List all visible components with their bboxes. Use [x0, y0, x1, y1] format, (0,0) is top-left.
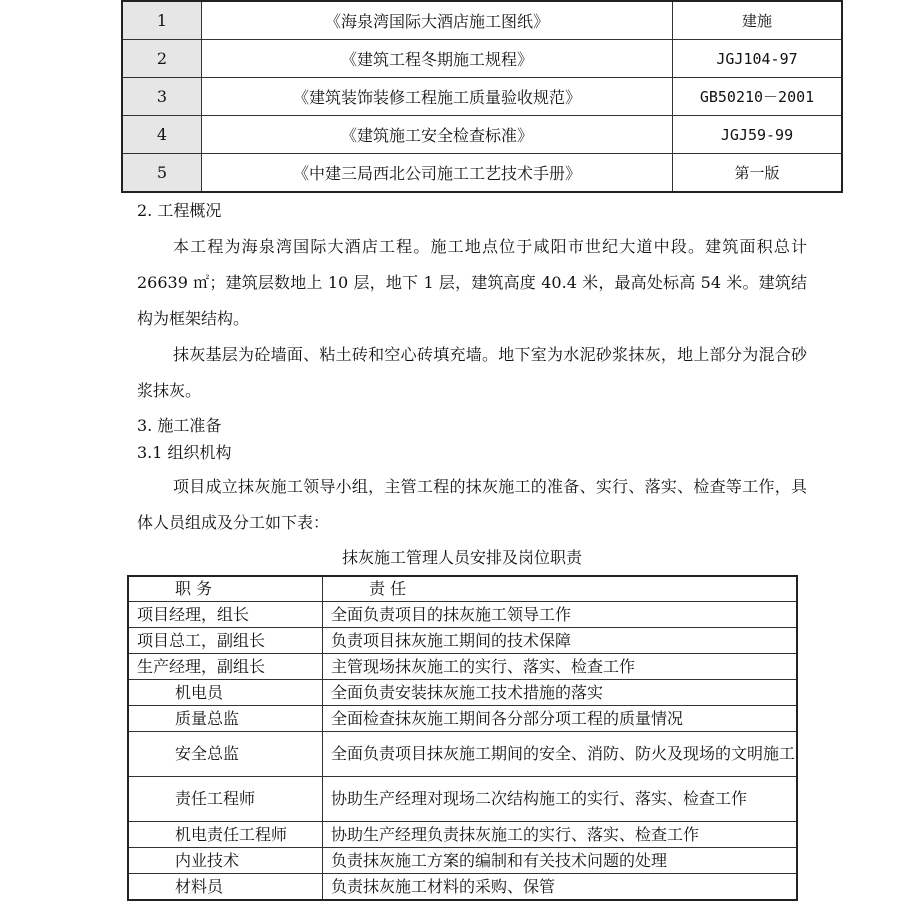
ref-code: 第一版: [673, 154, 843, 193]
role-cell: 质量总监: [128, 706, 323, 732]
organization-paragraph: 项目成立抹灰施工领导小组，主管工程的抹灰施工的准备、实行、落实、检查等工作，具体人员组成及分工如下表：: [137, 477, 807, 532]
column-header-role: 职 务: [128, 576, 323, 602]
role-cell: 材料员: [128, 874, 323, 901]
subsection-heading-organization: 3.1 组织机构: [137, 443, 232, 462]
table-row: [122, 154, 842, 193]
role-cell: 机电责任工程师: [128, 822, 323, 848]
role-cell: 生产经理，副组长: [128, 654, 323, 680]
ref-number: 3: [122, 78, 202, 116]
overview-paragraph-2: 抹灰基层为砼墙面、粘土砖和空心砖填充墙。地下室为水泥砂浆抹灰，地上部分为混合砂浆抹灰。: [137, 345, 807, 400]
table-row: [128, 732, 797, 777]
table-header-row: [128, 576, 797, 602]
table-row: [128, 822, 797, 848]
duty-assignment-table: [127, 575, 798, 901]
table-row: [128, 654, 797, 680]
ref-code: JGJ104-97: [673, 40, 843, 78]
role-cell: 项目总工，副组长: [128, 628, 323, 654]
duty-cell: 全面负责安装抹灰施工技术措施的落实: [323, 680, 798, 706]
table-row: [128, 602, 797, 628]
role-cell: 项目经理，组长: [128, 602, 323, 628]
ref-number: 1: [122, 1, 202, 40]
ref-number: 2: [122, 40, 202, 78]
table-row: [128, 628, 797, 654]
duty-cell: 负责抹灰施工方案的编制和有关技术问题的处理: [323, 848, 798, 874]
section-heading-overview: 2. 工程概况: [137, 201, 222, 220]
ref-number: 5: [122, 154, 202, 193]
role-cell: 责任工程师: [128, 777, 323, 822]
reference-standards-table: [121, 0, 843, 193]
ref-code: GB50210－2001: [673, 78, 843, 116]
table-row: [122, 40, 842, 78]
role-cell: 内业技术: [128, 848, 323, 874]
table-caption: 抹灰施工管理人员安排及岗位职责: [341, 548, 582, 567]
duty-cell: 主管现场抹灰施工的实行、落实、检查工作: [323, 654, 798, 680]
table-row: [128, 848, 797, 874]
table-row: [128, 777, 797, 822]
duty-cell: 全面检查抹灰施工期间各分部分项工程的质量情况: [323, 706, 798, 732]
duty-cell: 全面负责项目的抹灰施工领导工作: [323, 602, 798, 628]
overview-paragraph-1: 本工程为海泉湾国际大酒店工程。施工地点位于咸阳市世纪大道中段。建筑面积总计 26639 ㎡；建筑层数地上 10 层，地下 1 层，建筑高度 40.4 米，最高处标高 54 米。建筑结构为框架结构。: [137, 237, 807, 328]
table-row: [128, 874, 797, 901]
ref-number: 4: [122, 116, 202, 154]
role-cell: 安全总监: [128, 732, 323, 777]
ref-title: 《海泉湾国际大酒店施工图纸》: [202, 1, 673, 40]
column-header-duty: 责 任: [323, 576, 798, 602]
role-cell: 机电员: [128, 680, 323, 706]
ref-code: JGJ59-99: [673, 116, 843, 154]
duty-cell: 负责抹灰施工材料的采购、保管: [323, 874, 798, 901]
ref-title: 《建筑施工安全检查标准》: [202, 116, 673, 154]
duty-cell: 协助生产经理负责抹灰施工的实行、落实、检查工作: [323, 822, 798, 848]
table-row: [122, 116, 842, 154]
ref-title: 《建筑工程冬期施工规程》: [202, 40, 673, 78]
table-row: [128, 680, 797, 706]
ref-title: 《建筑装饰装修工程施工质量验收规范》: [202, 78, 673, 116]
section-heading-preparation: 3. 施工准备: [137, 416, 222, 435]
duty-cell: 负责项目抹灰施工期间的技术保障: [323, 628, 798, 654]
table-row: [122, 78, 842, 116]
duty-cell: 全面负责项目抹灰施工期间的安全、消防、防火及现场的文明施工: [323, 732, 798, 777]
duty-cell: 协助生产经理对现场二次结构施工的实行、落实、检查工作: [323, 777, 798, 822]
ref-title: 《中建三局西北公司施工工艺技术手册》: [202, 154, 673, 193]
table-row: [128, 706, 797, 732]
table-row: [122, 1, 842, 40]
ref-code: 建施: [673, 1, 843, 40]
